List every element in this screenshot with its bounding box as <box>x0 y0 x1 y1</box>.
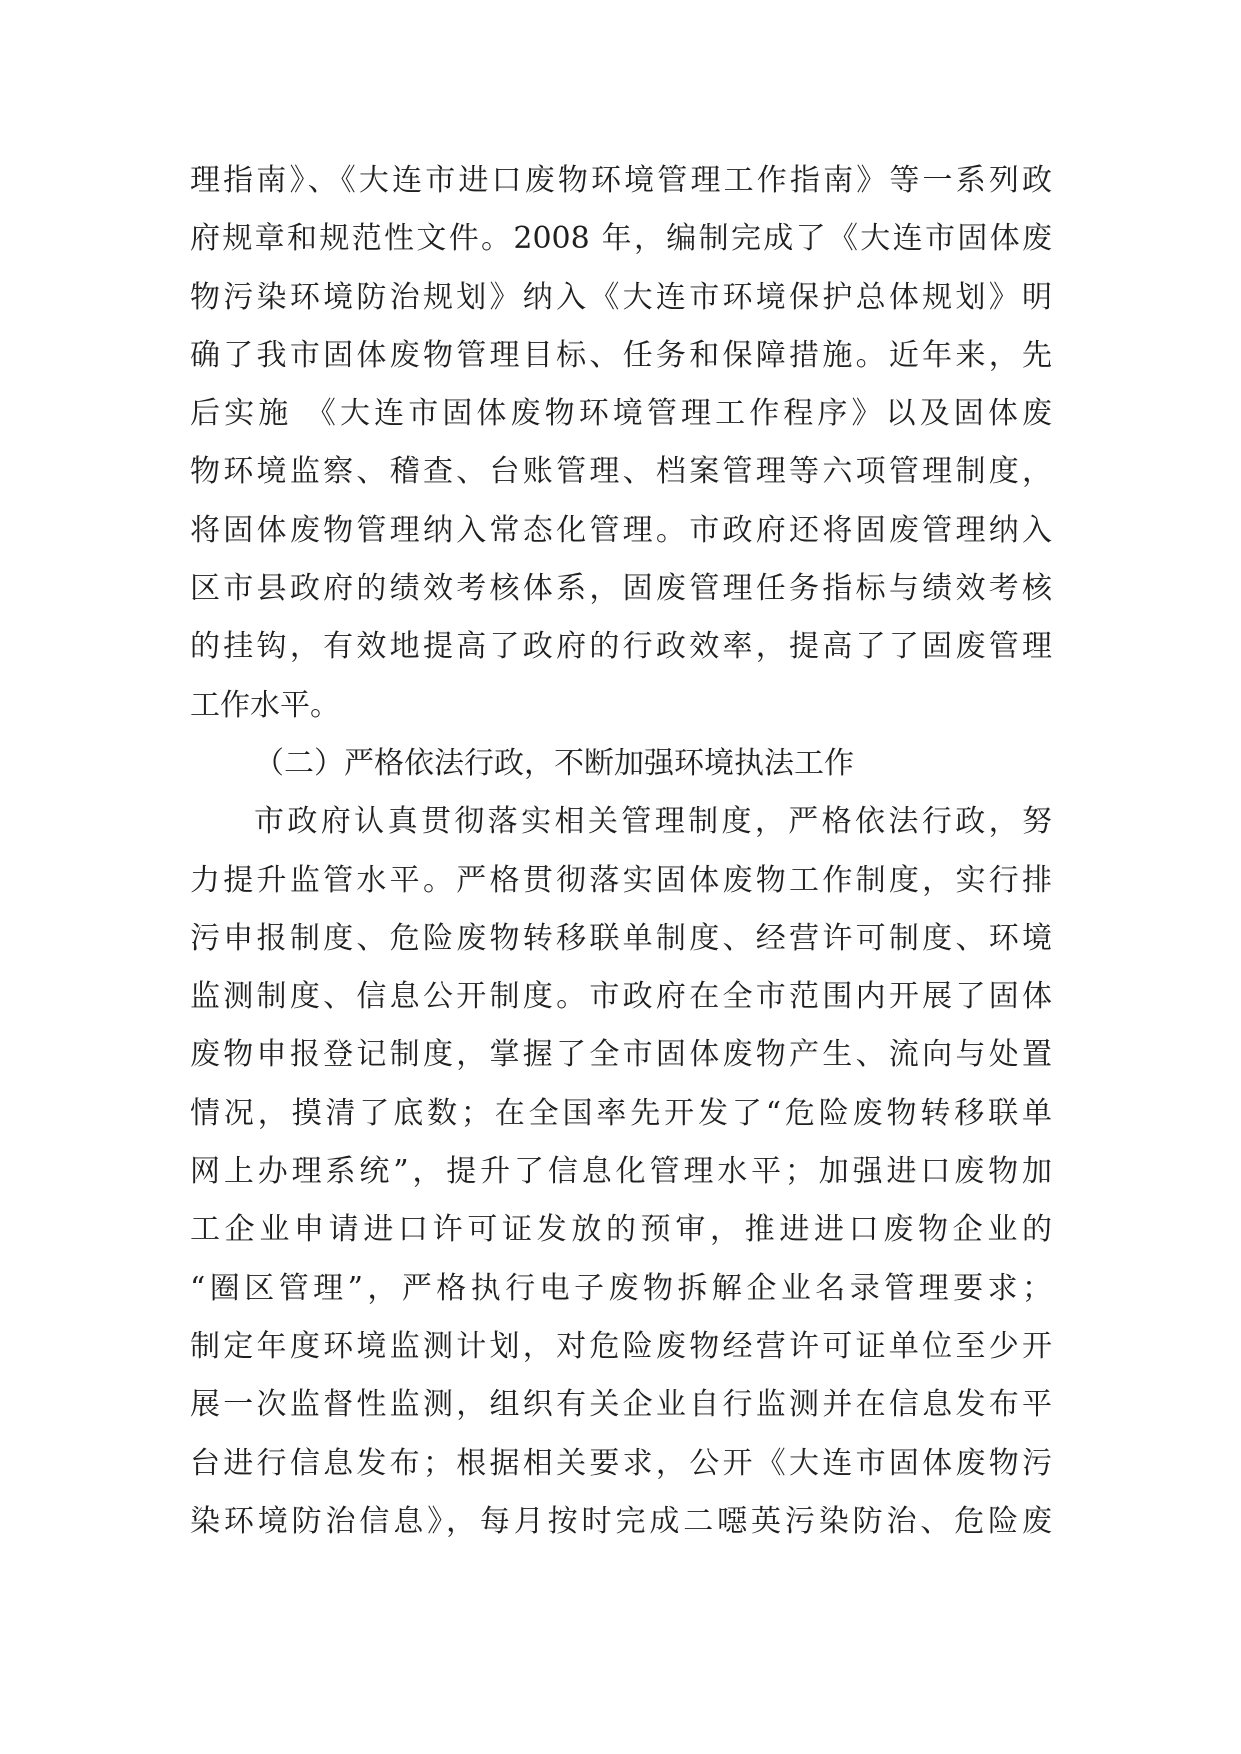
text-line: 物污染环境防治规划》纳入《大连市环境保护总体规划》明 <box>190 279 1052 315</box>
text-line: 工企业申请进口许可证发放的预审，推进进口废物企业的 <box>190 1212 1052 1248</box>
text-line: 区市县政府的绩效考核体系，固废管理任务指标与绩效考核 <box>190 571 1052 607</box>
text-line: 展一次监督性监测，组织有关企业自行监测并在信息发布平 <box>190 1387 1052 1423</box>
text-line: 将固体废物管理纳入常态化管理。市政府还将固废管理纳入 <box>190 512 1052 548</box>
text-line: 工作水平。 <box>190 687 340 723</box>
text-line: 网上办理系统”，提升了信息化管理水平；加强进口废物加 <box>190 1154 1052 1190</box>
text-line: 物环境监察、稽查、台账管理、档案管理等六项管理制度， <box>190 454 1052 490</box>
text-line: 废物申报登记制度，掌握了全市固体废物产生、流向与处置 <box>190 1037 1052 1073</box>
text-line: 情况，摸清了底数；在全国率先开发了“危险废物转移联单 <box>190 1095 1052 1131</box>
text-line: 监测制度、信息公开制度。市政府在全市范围内开展了固体 <box>190 979 1052 1015</box>
text-line: 力提升监管水平。严格贯彻落实固体废物工作制度，实行排 <box>190 862 1052 898</box>
text-line: 染环境防治信息》，每月按时完成二噁英污染防治、危险废 <box>190 1503 1052 1539</box>
text-line: 台进行信息发布；根据相关要求，公开《大连市固体废物污 <box>190 1445 1052 1481</box>
text-line: 理指南》、《大连市进口废物环境管理工作指南》等一系列政 <box>190 163 1052 198</box>
text-line: 市政府认真贯彻落实相关管理制度，严格依法行政，努 <box>254 804 1052 840</box>
section-heading: （二）严格依法行政，不断加强环境执法工作 <box>254 745 854 781</box>
text-line: 污申报制度、危险废物转移联单制度、经营许可制度、环境 <box>190 920 1052 956</box>
text-line: 确了我市固体废物管理目标、任务和保障措施。近年来，先 <box>190 337 1052 373</box>
text-line: 制定年度环境监测计划，对危险废物经营许可证单位至少开 <box>190 1328 1052 1364</box>
text-line: 的挂钩，有效地提高了政府的行政效率，提高了了固废管理 <box>190 629 1052 665</box>
text-line: 后实施 《大连市固体废物环境管理工作程序》以及固体废 <box>190 396 1052 432</box>
text-line: 府规章和规范性文件。2008 年，编制完成了《大连市固体废 <box>190 221 1052 257</box>
text-line: “圈区管理”，严格执行电子废物拆解企业名录管理要求； <box>190 1270 1052 1306</box>
body-text <box>190 152 1052 1551</box>
